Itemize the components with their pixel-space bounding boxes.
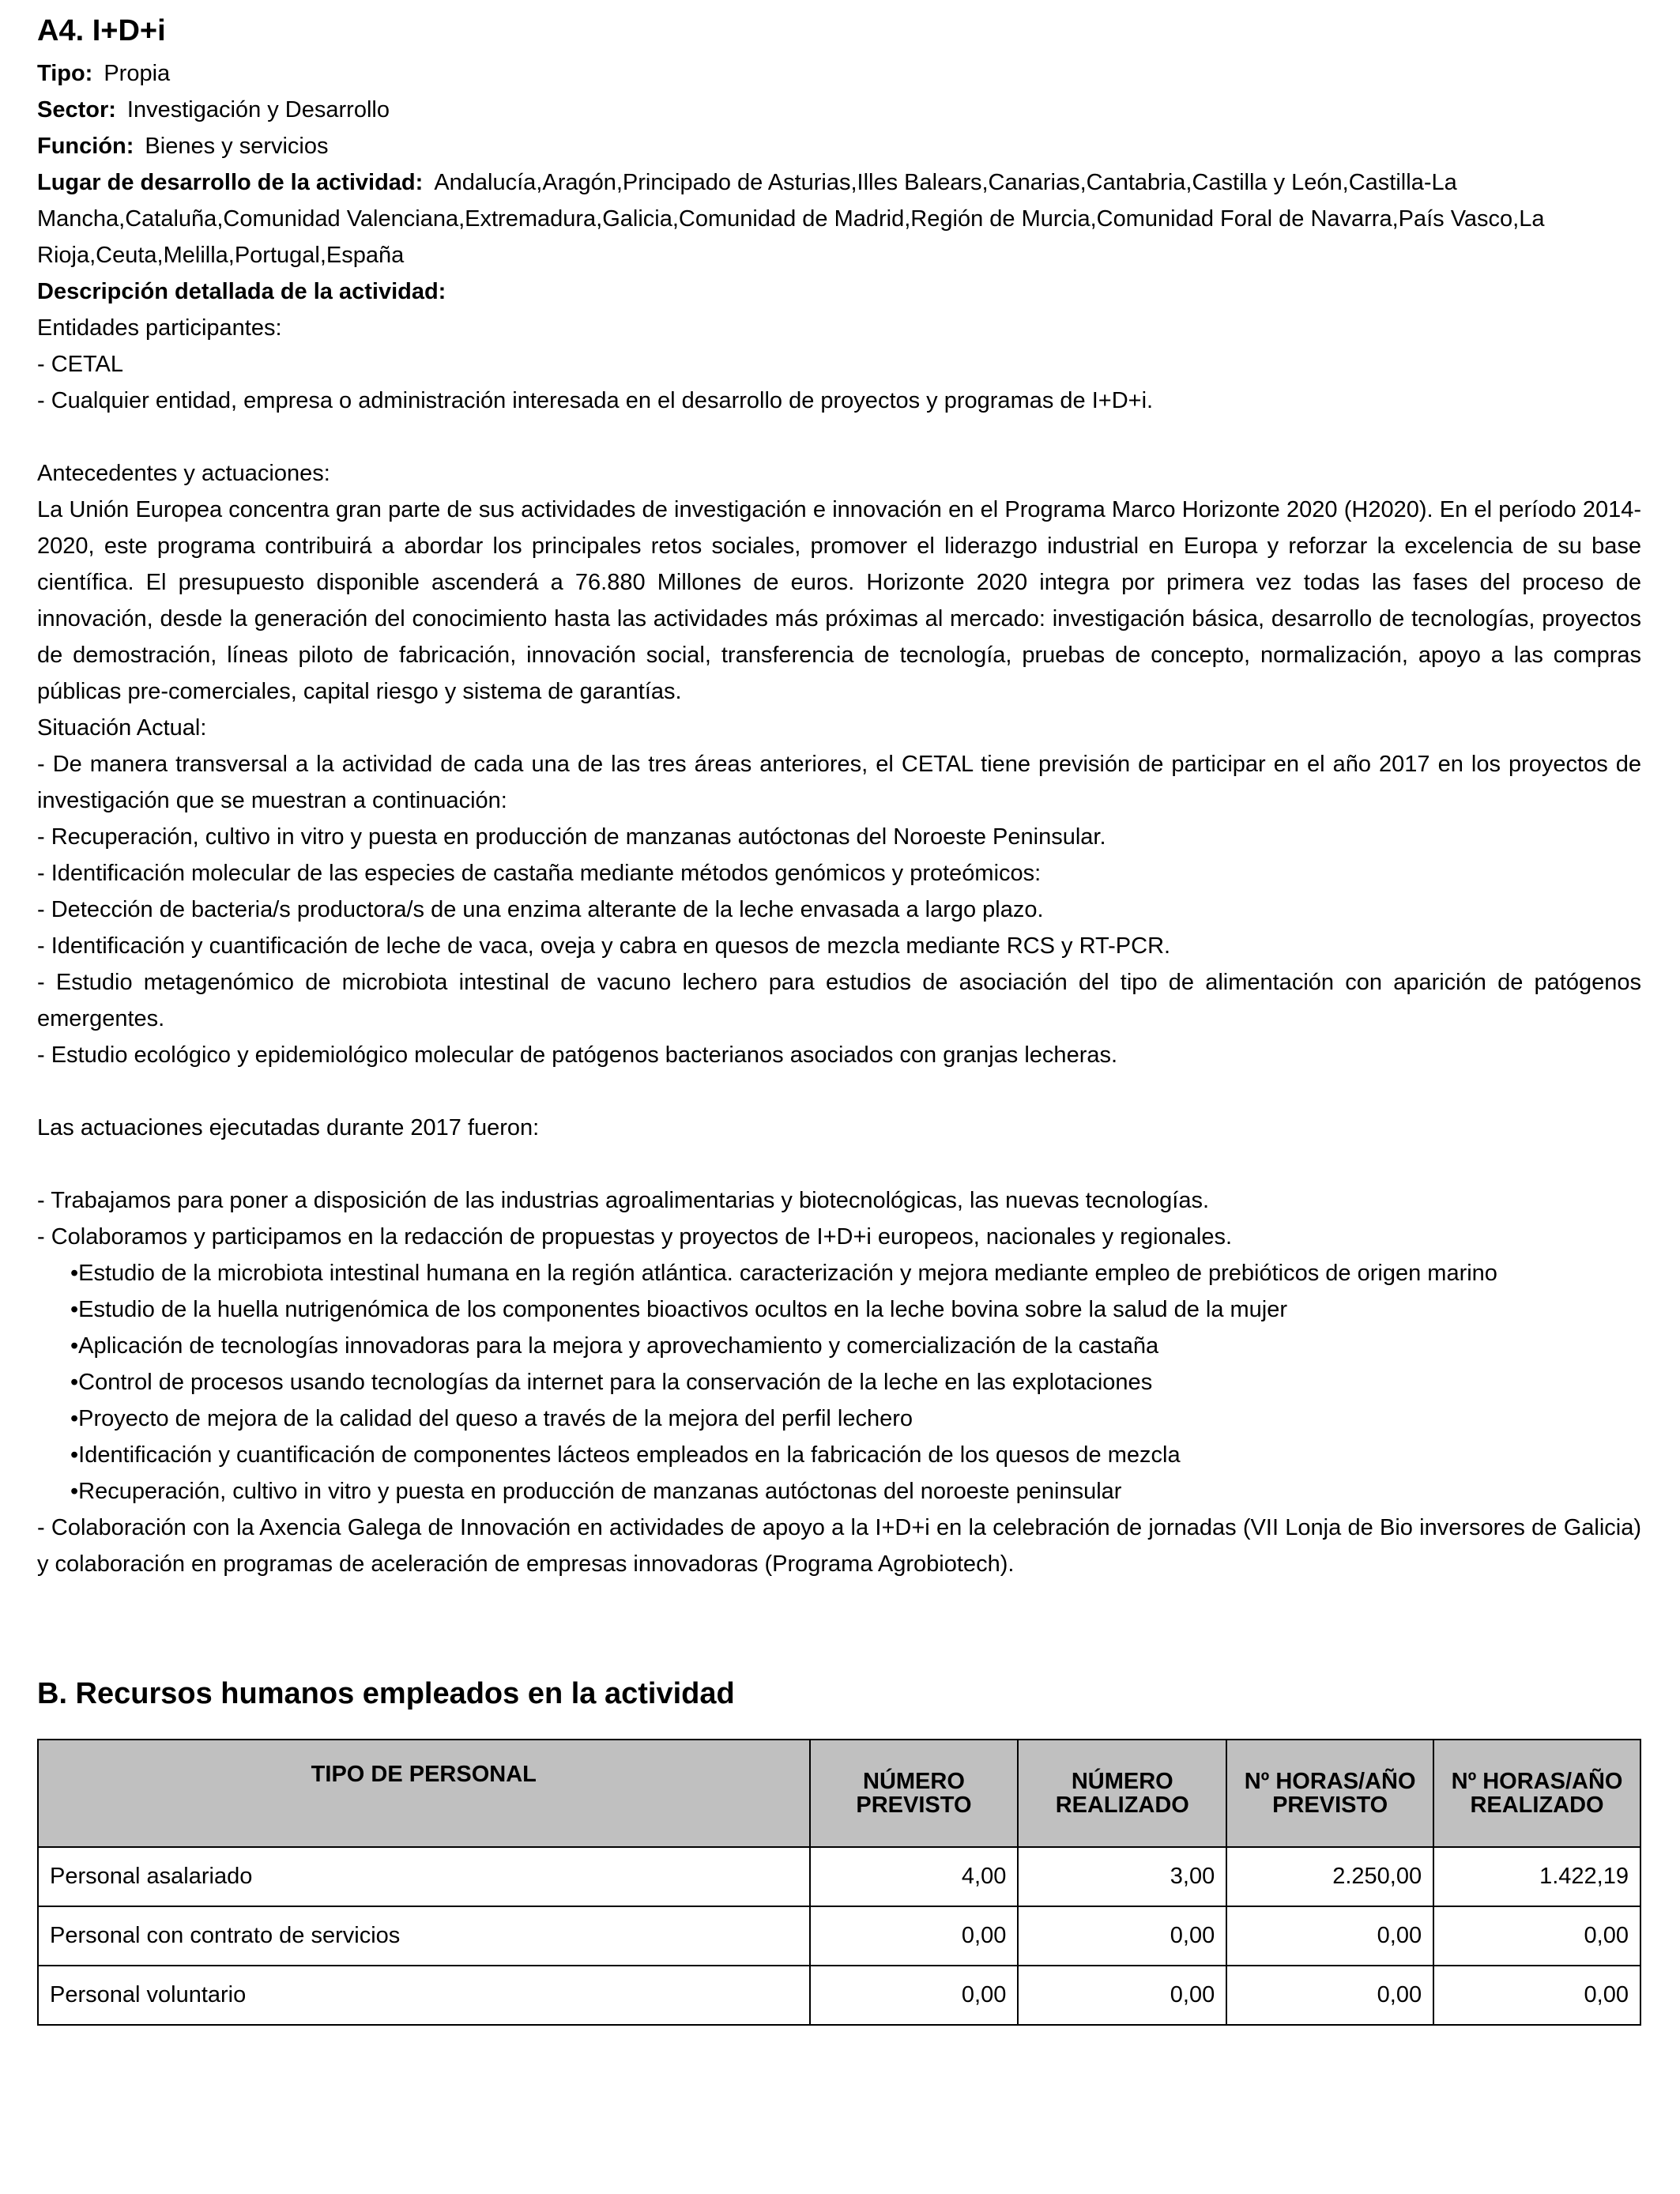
field-value: Investigación y Desarrollo xyxy=(126,97,390,123)
horas-previsto: 0,00 xyxy=(1226,1906,1433,1966)
horas-previsto: 2.250,00 xyxy=(1226,1847,1433,1906)
project-bullet-list xyxy=(37,1255,1641,1510)
project-bullet-item: •Estudio de la microbiota intestinal humana en la región atlántica. caracterización y mejora mediante empleo de prebióticos de origen marino xyxy=(70,1261,1497,1286)
header-horas-realizado: Nº HORAS/AÑO REALIZADO xyxy=(1433,1740,1640,1847)
description-paragraph: Situación Actual: xyxy=(37,715,207,741)
description-paragraph: - Detección de bacteria/s productora/s de una enzima alterante de la leche envasada a largo plazo. xyxy=(37,897,1044,922)
header-numero-previsto: NÚMERO PREVISTO xyxy=(810,1740,1019,1847)
field-tipo xyxy=(37,55,1641,92)
description-paragraph: - Identificación molecular de las especies de castaña mediante métodos genómicos y proteómicos: xyxy=(37,861,1042,886)
project-bullet-item: •Recuperación, cultivo in vitro y puesta en producción de manzanas autóctonas del noroeste peninsular xyxy=(70,1479,1122,1504)
description-paragraph: - Recuperación, cultivo in vitro y puesta en producción de manzanas autóctonas del Noroeste Peninsular. xyxy=(37,824,1106,850)
hr-table xyxy=(37,1739,1641,2026)
field-sector xyxy=(37,92,1641,128)
numero-previsto: 0,00 xyxy=(810,1966,1019,2025)
description-paragraph: Las actuaciones ejecutadas durante 2017 fueron: xyxy=(37,1115,540,1140)
project-bullet-item: •Aplicación de tecnologías innovadoras para la mejora y aprovechamiento y comercialización de la castaña xyxy=(70,1333,1159,1359)
description-paragraph xyxy=(37,1146,1641,1182)
field-value: Bienes y servicios xyxy=(145,134,329,159)
description-paragraph: - Estudio ecológico y epidemiológico molecular de patógenos bacterianos asociados con granjas lecheras. xyxy=(37,1042,1118,1068)
description-paragraph: - CETAL xyxy=(37,352,124,377)
table-row xyxy=(38,1847,1640,1906)
horas-realizado: 0,00 xyxy=(1433,1906,1640,1966)
field-funcion xyxy=(37,128,1641,164)
field-value: Andalucía,Aragón,Principado de Asturias,Illes Balears,Canarias,Cantabria,Castilla y León,Castilla-La Mancha,Cataluña,Comunidad Valenciana,Extremadura,Galicia,Comunidad de Madrid,Región de Murcia,Comunidad Foral de Navarra,País Vasco,La Rioja,Ceuta,Melilla,Portugal,España xyxy=(37,170,1545,268)
field-label: Tipo: xyxy=(37,61,93,86)
numero-realizado: 0,00 xyxy=(1018,1906,1226,1966)
field-label: Función: xyxy=(37,134,134,159)
description-paragraph: - Identificación y cuantificación de leche de vaca, oveja y cabra en quesos de mezcla mediante RCS y RT-PCR. xyxy=(37,933,1171,959)
description-paragraph: Entidades participantes: xyxy=(37,315,282,341)
description-label: Descripción detallada de la actividad: xyxy=(37,279,446,304)
description-paragraph: - Cualquier entidad, empresa o administración interesada en el desarrollo de proyectos y programas de I+D+i. xyxy=(37,388,1154,413)
numero-previsto: 0,00 xyxy=(810,1906,1019,1966)
table-row xyxy=(38,1966,1640,2025)
header-tipo-personal: TIPO DE PERSONAL xyxy=(38,1740,810,1847)
field-label: Sector: xyxy=(37,97,116,123)
numero-realizado: 3,00 xyxy=(1018,1847,1226,1906)
field-label: Lugar de desarrollo de la actividad: xyxy=(37,170,424,195)
personal-type: Personal con contrato de servicios xyxy=(38,1906,810,1966)
numero-realizado: 0,00 xyxy=(1018,1966,1226,2025)
personal-type: Personal voluntario xyxy=(38,1966,810,2025)
description-paragraph xyxy=(37,419,1641,455)
activity-title: A4. I+D+i xyxy=(37,14,166,47)
description-paragraph: La Unión Europea concentra gran parte de sus actividades de investigación e innovación en el Programa Marco Horizonte 2020 (H2020). En el período 2014-2020, este programa contribuirá a abordar los principales retos sociales, promover el liderazgo industrial en Europa y reforzar la excelencia de su base científica. El presupuesto disponible ascenderá a 76.880 Millones de euros. Horizonte 2020 integra por primera vez todas las fases del proceso de innovación, desde la generación del conocimiento hasta las actividades más próximas al mercado: investigación básica, desarrollo de tecnologías, proyectos de demostración, líneas piloto de fabricación, innovación social, transferencia de tecnología, pruebas de concepto, normalización, apoyo a las compras públicas pre-comerciales, capital riesgo y sistema de garantías. xyxy=(37,497,1641,704)
description-paragraph xyxy=(37,1073,1641,1110)
numero-previsto: 4,00 xyxy=(810,1847,1019,1906)
personal-type: Personal asalariado xyxy=(38,1847,810,1906)
table-row xyxy=(38,1906,1640,1966)
header-numero-realizado: NÚMERO REALIZADO xyxy=(1018,1740,1226,1847)
project-bullet-item: •Proyecto de mejora de la calidad del queso a través de la mejora del perfil lechero xyxy=(70,1406,913,1431)
field-lugar xyxy=(37,164,1641,273)
description-paragraph: - Colaboramos y participamos en la redacción de propuestas y proyectos de I+D+i europeos, nacionales y regionales. xyxy=(37,1224,1233,1250)
horas-realizado: 1.422,19 xyxy=(1433,1847,1640,1906)
hr-section-title: B. Recursos humanos empleados en la actividad xyxy=(37,1677,735,1710)
description-paragraph: Antecedentes y actuaciones: xyxy=(37,461,330,486)
project-bullet-item: •Identificación y cuantificación de componentes lácteos empleados en la fabricación de los quesos de mezcla xyxy=(70,1442,1181,1468)
horas-previsto: 0,00 xyxy=(1226,1966,1433,2025)
description-paragraph: - Estudio metagenómico de microbiota intestinal de vacuno lechero para estudios de asociación del tipo de alimentación con aparición de patógenos emergentes. xyxy=(37,970,1641,1031)
activity-section xyxy=(37,11,1641,1582)
closing-paragraph: - Colaboración con la Axencia Galega de Innovación en actividades de apoyo a la I+D+i en la celebración de jornadas (VII Lonja de Bio inversores de Galicia) y colaboración en programas de aceleración de empresas innovadoras (Programa Agrobiotech). xyxy=(37,1515,1641,1577)
project-bullet-item: •Control de procesos usando tecnologías da internet para la conservación de la leche en las explotaciones xyxy=(70,1370,1153,1395)
description-paragraph: - De manera transversal a la actividad de cada una de las tres áreas anteriores, el CETAL tiene previsión de participar en el año 2017 en los proyectos de investigación que se muestran a continuación: xyxy=(37,752,1641,813)
horas-realizado: 0,00 xyxy=(1433,1966,1640,2025)
project-bullet-item: •Estudio de la huella nutrigenómica de los componentes bioactivos ocultos en la leche bovina sobre la salud de la mujer xyxy=(70,1297,1288,1322)
hr-table-header-row xyxy=(38,1740,1640,1847)
description-body xyxy=(37,310,1641,1255)
description-paragraph: - Trabajamos para poner a disposición de las industrias agroalimentarias y biotecnológicas, las nuevas tecnologías. xyxy=(37,1188,1210,1213)
field-value: Propia xyxy=(104,61,171,86)
header-horas-previsto: Nº HORAS/AÑO PREVISTO xyxy=(1226,1740,1433,1847)
